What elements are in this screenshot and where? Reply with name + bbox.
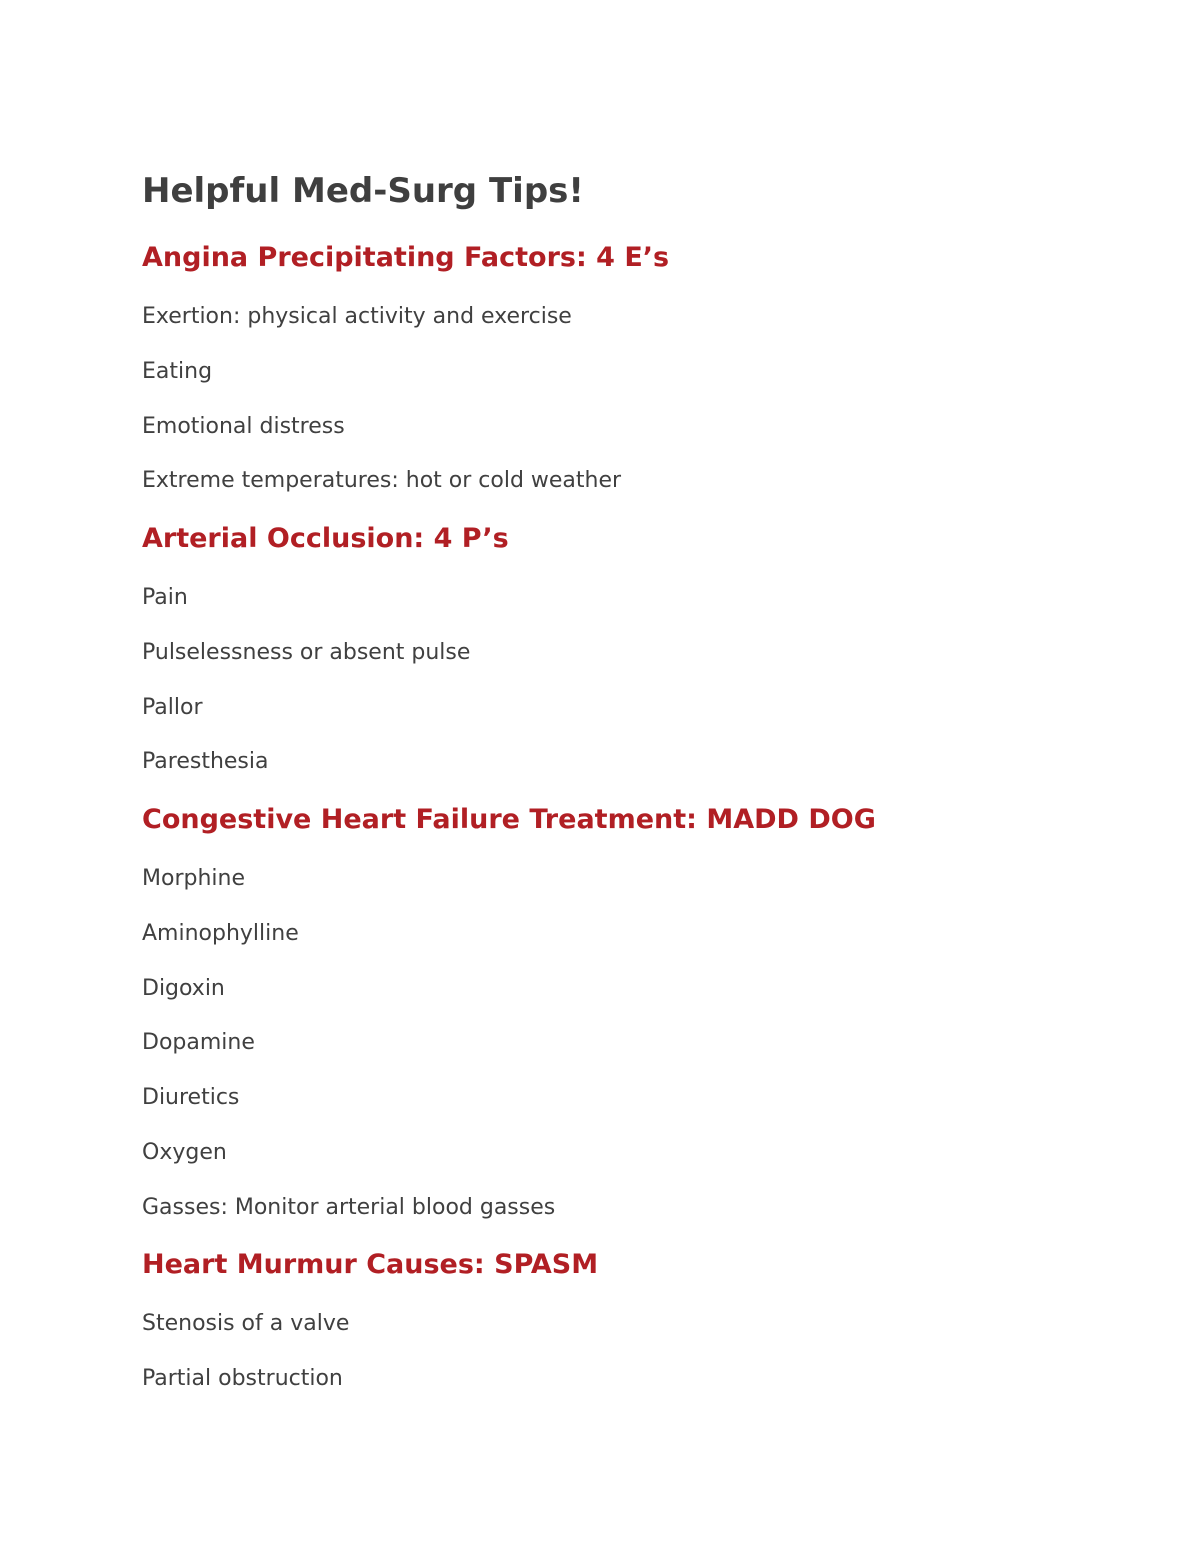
list-item: Pulselessness or absent pulse [142,640,471,665]
list-item: Eating [142,359,213,384]
list-item: Morphine [142,866,245,891]
list-item: Exertion: physical activity and exercise [142,304,572,329]
page-title: Helpful Med-Surg Tips! [142,171,584,211]
list-item: Extreme temperatures: hot or cold weather [142,468,622,493]
list-item: Emotional distress [142,414,345,439]
list-item: Partial obstruction [142,1366,343,1391]
list-item: Digoxin [142,976,225,1001]
section-heading-heart-murmur: Heart Murmur Causes: SPASM [142,1249,599,1280]
list-item: Pain [142,585,188,610]
list-item: Stenosis of a valve [142,1311,350,1336]
list-item: Pallor [142,695,203,720]
section-heading-chf-treatment: Congestive Heart Failure Treatment: MADD DOG [142,804,876,835]
list-item: Dopamine [142,1030,255,1055]
section-heading-angina: Angina Precipitating Factors: 4 E’s [142,242,670,273]
list-item: Paresthesia [142,749,269,774]
list-item: Aminophylline [142,921,299,946]
list-item: Gasses: Monitor arterial blood gasses [142,1195,556,1220]
list-item: Diuretics [142,1085,240,1110]
list-item: Oxygen [142,1140,227,1165]
section-heading-arterial-occlusion: Arterial Occlusion: 4 P’s [142,523,509,554]
